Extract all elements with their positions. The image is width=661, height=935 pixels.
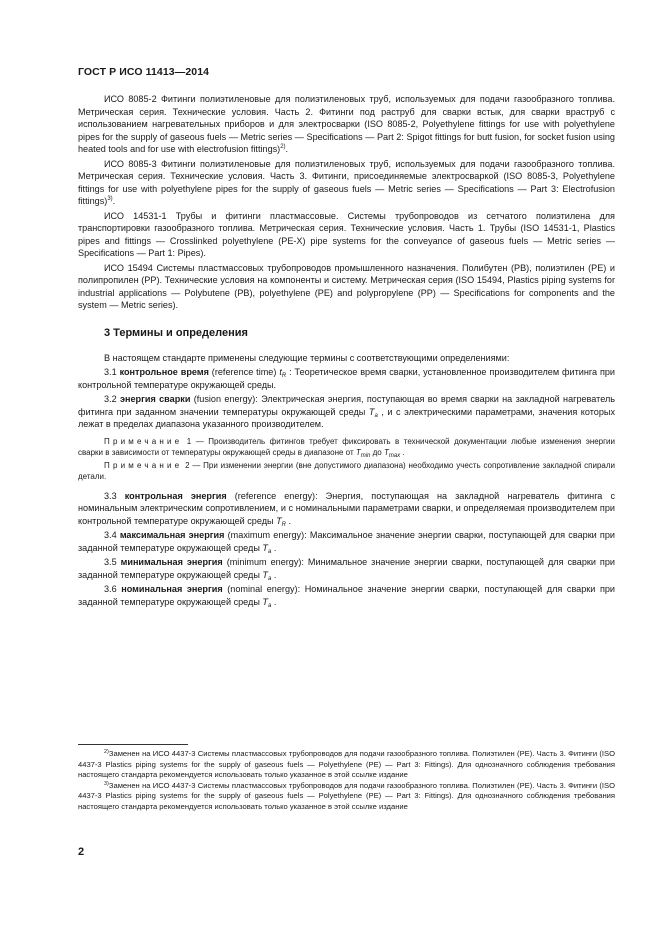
reference-iso-14531-1: ИСО 14531-1 Трубы и фитинги пластмассовые. Системы трубопроводов из сетчатого полиэтилена для транспортировки газообразного топлива. Метрическая серия. Технические условия. Часть 1. Трубы (ISO 14531-1, Plastics pipes and fittings — Crosslinked polyethylene (PE-X) pipe systems for the conveyance of gaseous fuels — Metric series — Specifications — Part 1: Pipes). — [78, 210, 615, 258]
symbol: $t_R$ — [279, 367, 287, 379]
reference-iso-8085-2: ИСО 8085-2 Фитинги полиэтиленовые для полиэтиленовых труб, используемых для подачи газообразного топлива. Метрическая серия. Технические условия. Часть 2. Фитинги под раструб для сварки встык, для сварки враструб с использованием нагревательных приборов и для электросварки (ISO 8085-2, Polyethylene fittings for use with polyethylene pipes for the supply of gaseous fuels — Metric series — Specifications — Part 2: Spigot fittings for butt fusion, for socket fusion using heated tools and for use with electrofusion fittings)$^{2)}$. — [78, 94, 615, 154]
symbol: $T_a$ — [262, 596, 272, 609]
footnote-mark: 3) — [104, 780, 109, 787]
term-title: номинальная энергия — [121, 584, 223, 594]
symbol: $T_{max}$ — [383, 447, 401, 459]
page-number: 2 — [78, 846, 85, 858]
symbol: $T_R$ — [276, 515, 286, 528]
reference-iso-15494: ИСО 15494 Системы пластмассовых трубопроводов промышленного назначения. Полибутен (PB), полиэтилен (PE) и полипропилен (PP). Технические условия на компоненты и систему. Метрическая серия (ISO 15494, Plastics piping systems for industrial applications — Polybutene (PB), polyethylene (PE) and polypropylene (PP) — Specifications for components and the system — Metric series). — [78, 262, 615, 310]
note-label: Примечание — [104, 460, 183, 470]
term-title: минимальная энергия — [120, 557, 223, 567]
term-title: контрольная энергия — [124, 490, 227, 501]
term-3-2: 3.2 энергия сварки (fusion energy): Электрическая энергия, поступающая во время сварки на закладной нагреватель фитинга при заданном значении температуры окружающей среды $T_a$ , и с электрическими параметрами, значения которых лежат в пределах диапазона указанного производителем. — [78, 394, 616, 429]
term-3-6: 3.6 номинальная энергия (nominal energy): Номинальное значение энергии сварки, поступающей для сварки при заданной температуре окружающей среды $T_a$ . — [78, 584, 616, 609]
reference-iso-8085-3: ИСО 8085-3 Фитинги полиэтиленовые для полиэтиленовых труб, используемых для подачи газообразного топлива. Метрическая серия. Технические условия. Часть 3. Фитинги, присоединяемые электросваркой (ISO 8085-3, Polyethylene fittings for use with polyethylene pipes for the supply of gaseous fuels — Metric series — Specifications — Part 3: Electrofusion fittings)$^{3)}$. — [78, 158, 615, 206]
footnote-2: $^{2)}$Заменен на ИСО 4437-3 Системы пластмассовых трубопроводов для подачи газообразного топлива. Полиэтилен (PE). Часть 3. Фитинги (ISO 4437-3 Plastics piping systems for the supply of gaseous fuels — Polyethylene (PE) — Part 3: Fittings). Для однозначного соблюдения требования настоящего стандарта рекомендуется использовать только указанное в этой ссылке издание — [78, 749, 615, 780]
note-2: Примечание 2 — При изменении энергии (вне допустимого диапазона) необходимо учесть сопротивление закладной спирали детали. — [78, 460, 615, 481]
term-title: максимальная энергия — [119, 530, 225, 540]
term-3-4: 3.4 максимальная энергия (maximum energy): Максимальное значение энергии сварки, поступающей для сварки при заданной температуре окружающей среды $T_a$ . — [78, 530, 615, 555]
document-header: ГОСТ Р ИСО 11413—2014 — [78, 66, 210, 78]
footnote-3: $^{3)}$Заменен на ИСО 4437-3 Системы пластмассовых трубопроводов для подачи газообразного топлива. Полиэтилен (PE). Часть 3. Фитинги (ISO 4437-3 Plastics piping systems for the supply of gaseous fuels — Polyethylene (PE) — Part 3: Fittings). Для однозначного соблюдения требования настоящего стандарта рекомендуется использовать только указанное в этой ссылке издание — [78, 780, 615, 811]
term-3-3: 3.3 контрольная энергия (reference energy): Энергия, поступающая на закладной нагреватель фитинга с номинальным электрическим сопротивлением, и с номинальными параметрами сварки, и определяемая производителем при контрольной температуре окружающей среды $T_R$ . — [78, 490, 615, 528]
symbol: $T_a$ — [368, 406, 378, 419]
footnotes — [78, 744, 615, 813]
footnote-divider — [78, 744, 188, 745]
footnote-ref[interactable]: 2) — [280, 144, 286, 150]
term-title: энергия сварки — [119, 394, 191, 404]
term-title: контрольное время — [119, 367, 209, 377]
document-body — [78, 93, 615, 608]
section-intro: В настоящем стандарте применены следующие термины с соответствующими определениями: — [104, 352, 510, 363]
footnote-ref[interactable]: 3) — [107, 196, 113, 202]
symbol: $T_a$ — [262, 542, 272, 555]
term-3-1: 3.1 контрольное время (reference time) $t_R$ : Теоретическое время сварки, установленное производителем фитинга при контрольной температуре окружающей среды. — [78, 367, 616, 390]
note-label: Примечание — [104, 436, 183, 446]
symbol: $T_a$ — [262, 569, 272, 582]
note-1: Примечание 1 — Производитель фитингов требует фиксировать в технической документации любые изменения энергии сварки в зависимости от температуры окружающей среды в диапазоне от $T_{min}$ до $T_{max}$ . — [78, 436, 615, 459]
section-heading: 3 Термины и определения — [104, 326, 248, 339]
footnote-mark: 2) — [104, 749, 109, 755]
term-3-5: 3.5 минимальная энергия (minimum energy): Минимальное значение энергии сварки, поступающей для сварки при заданной температуре окружающей среды $T_a$ . — [78, 557, 615, 582]
symbol: $T_{min}$ — [355, 447, 371, 459]
